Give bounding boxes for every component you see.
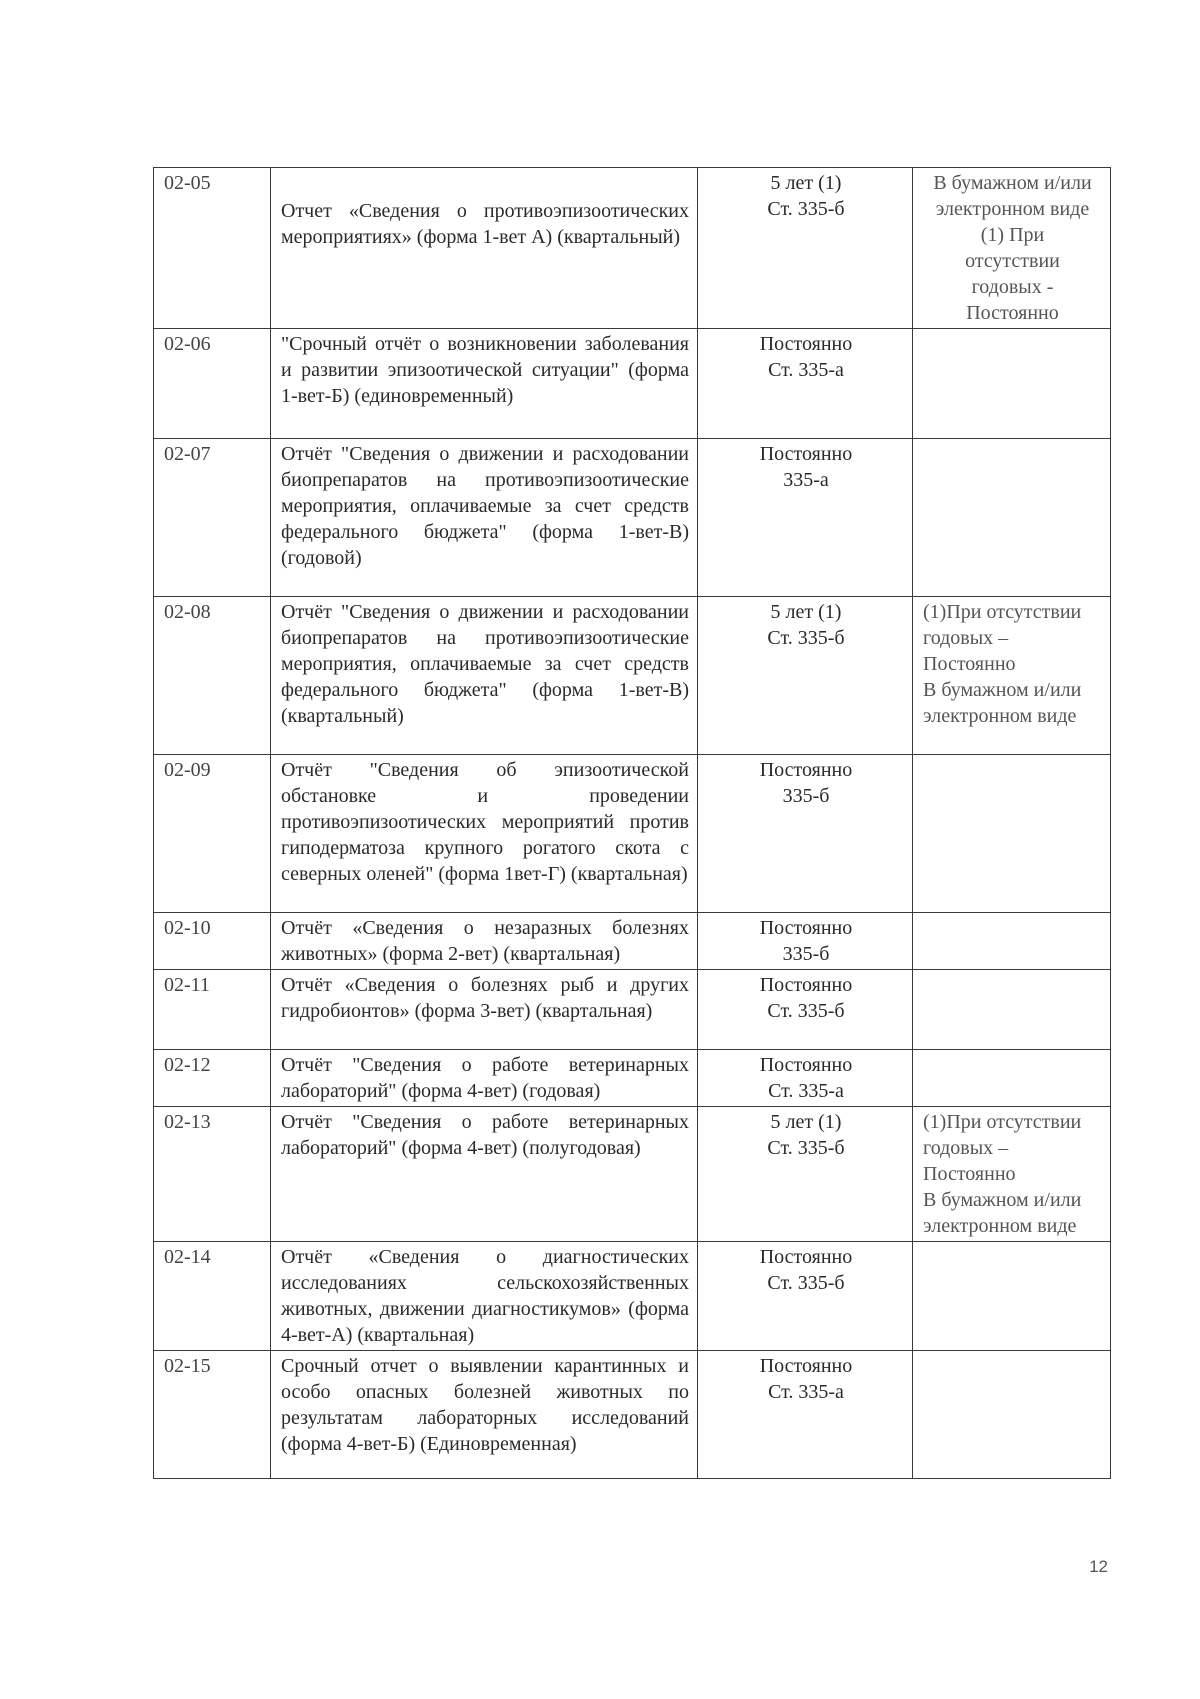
retention-term-cell [698,1050,913,1107]
note-cell [913,168,1111,329]
record-title-cell [271,970,698,1050]
retention-period: Постоянно [759,1054,853,1076]
retention-period: Постоянно [759,443,853,465]
retention-period: Постоянно [759,1246,853,1268]
note-cell [913,970,1111,1050]
record-title: Срочный отчет о выявлении карантинных и особо опасных болезней животных по результатам лабораторных исследований (форма 4-вет-Б) (Единовременная) [281,1355,689,1455]
record-code: 02-14 [154,1242,271,1351]
retention-article: 335-б [782,785,830,807]
retention-article: 335-б [782,943,830,965]
retention-term-cell [698,913,913,970]
note-cell [913,755,1111,913]
note-line: В бумажном и/или [923,679,1082,701]
retention-article: Ст. 335-б [767,1137,845,1159]
record-title-cell [271,329,698,439]
note-cell [913,329,1111,439]
retention-period: Постоянно [759,333,853,355]
record-title: Отчёт "Сведения о движении и расходовании биопрепаратов на противоэпизоотические мероприятия, оплачиваемые за счет средств федерального бюджета" (форма 1-вет-В) (годовой) [281,443,689,569]
retention-period: Постоянно [759,974,853,996]
records-table-body [154,168,1111,1479]
record-title-cell [271,168,698,329]
note-line: В бумажном и/или [923,1189,1082,1211]
retention-period: Постоянно [759,1355,853,1377]
table-row [154,755,1111,913]
note-line: (1)При отсутствии [923,1111,1082,1133]
record-title: Отчёт "Сведения о работе ветеринарных лабораторий" (форма 4-вет) (полугодовая) [281,1111,689,1159]
table-row [154,439,1111,597]
table-row [154,168,1111,329]
records-table [153,167,1111,1479]
note-cell [913,439,1111,597]
note-line: электронном виде [935,198,1090,220]
retention-article: Ст. 335-б [767,627,845,649]
table-row [154,1242,1111,1351]
record-title-cell [271,1242,698,1351]
retention-article: Ст. 335-б [767,198,845,220]
note-cell [913,1107,1111,1242]
retention-term-cell [698,597,913,755]
retention-term-cell [698,1242,913,1351]
table-row [154,913,1111,970]
note-cell [913,1050,1111,1107]
retention-article: 335-а [783,469,829,491]
record-title-cell [271,597,698,755]
retention-term-cell [698,329,913,439]
record-title: Отчёт «Сведения о болезнях рыб и других гидробионтов» (форма 3-вет) (квартальная) [281,974,689,1022]
retention-period: Постоянно [759,759,853,781]
record-title-cell [271,1107,698,1242]
retention-period: 5 лет (1) [770,172,842,194]
record-title-cell [271,1351,698,1479]
retention-term-cell [698,439,913,597]
record-code: 02-15 [154,1351,271,1479]
table-row [154,1050,1111,1107]
record-title-cell [271,439,698,597]
note-line: годовых – [923,627,1009,649]
record-title: "Срочный отчёт о возникновении заболевания и развитии эпизоотической ситуации" (форма 1-вет-Б) (единовременный) [281,333,689,407]
note-line: электронном виде [923,705,1077,727]
retention-article: Ст. 335-б [767,1272,845,1294]
note-cell [913,1351,1111,1479]
retention-article: Ст. 335-а [768,359,844,381]
record-title: Отчёт "Сведения о движении и расходовании биопрепаратов на противоэпизоотические мероприятия, оплачиваемые за счет средств федерального бюджета" (форма 1-вет-В) (квартальный) [281,601,689,727]
record-title: Отчёт «Сведения о диагностических исследованиях сельскохозяйственных животных, движении диагностикумов» (форма 4-вет-А) (квартальная) [281,1246,689,1346]
retention-article: Ст. 335-а [768,1381,844,1403]
retention-period: Постоянно [759,917,853,939]
table-row [154,1351,1111,1479]
record-code: 02-08 [154,597,271,755]
note-line: отсутствии [965,250,1060,272]
record-code: 02-06 [154,329,271,439]
page-number: 12 [1089,1557,1108,1576]
record-code: 02-05 [154,168,271,329]
note-line: Постоянно [923,653,1016,675]
retention-term-cell [698,755,913,913]
record-code: 02-10 [154,913,271,970]
record-title-cell [271,913,698,970]
note-line: (1) При [980,224,1045,246]
note-cell [913,597,1111,755]
record-code: 02-07 [154,439,271,597]
retention-period: 5 лет (1) [770,1111,842,1133]
note-line: Постоянно [923,1163,1016,1185]
record-title-cell [271,1050,698,1107]
record-code: 02-12 [154,1050,271,1107]
record-code: 02-11 [154,970,271,1050]
retention-term-cell [698,1351,913,1479]
note-line: Постоянно [966,302,1059,324]
table-row [154,1107,1111,1242]
note-line: годовых – [923,1137,1009,1159]
table-row [154,329,1111,439]
record-title: Отчёт "Сведения о работе ветеринарных лабораторий" (форма 4-вет) (годовая) [281,1054,689,1102]
note-cell [913,1242,1111,1351]
record-title: Отчёт «Сведения о незаразных болезнях животных» (форма 2-вет) (квартальная) [281,917,689,965]
note-line: В бумажном и/или [933,172,1092,194]
retention-period: 5 лет (1) [770,601,842,623]
record-title-cell [271,755,698,913]
record-title: Отчет «Сведения о противоэпизоотических мероприятиях» (форма 1-вет А) (квартальный) [281,200,689,248]
table-row [154,597,1111,755]
table-row [154,970,1111,1050]
note-line: годовых - [971,276,1054,298]
retention-article: Ст. 335-а [768,1080,844,1102]
retention-article: Ст. 335-б [767,1000,845,1022]
record-code: 02-09 [154,755,271,913]
note-cell [913,913,1111,970]
note-line: (1)При отсутствии [923,601,1082,623]
record-code: 02-13 [154,1107,271,1242]
retention-term-cell [698,168,913,329]
note-line: электронном виде [923,1215,1077,1237]
record-title: Отчёт "Сведения об эпизоотической обстановке и проведении противоэпизоотических мероприятий против гиподерматоза крупного рогатого скота с северных оленей" (форма 1вет-Г) (квартальная) [281,759,689,885]
retention-term-cell [698,970,913,1050]
retention-term-cell [698,1107,913,1242]
